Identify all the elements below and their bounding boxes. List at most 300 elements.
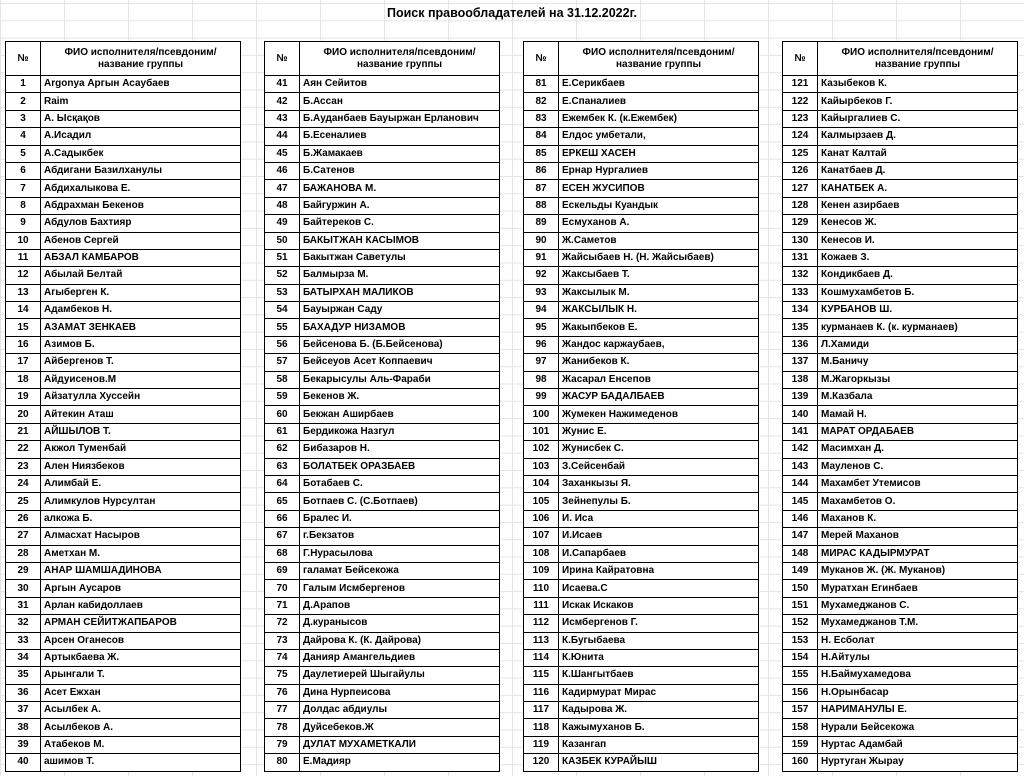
- rightholder-name: АЙШЫЛОВ Т.: [41, 423, 241, 440]
- rightholder-name: Абенов Сергей: [41, 232, 241, 249]
- row-number: 82: [524, 93, 559, 110]
- table-row: [6, 493, 241, 510]
- rightholder-name: КАНАТБЕК А.: [818, 180, 1018, 197]
- rightholder-name: Жайсыбаев Н. (Н. Жайсыбаев): [559, 249, 759, 266]
- row-number: 121: [783, 76, 818, 93]
- rightholder-name: Арлан кабидоллаев: [41, 597, 241, 614]
- row-number: 42: [265, 93, 300, 110]
- table-row: [6, 93, 241, 110]
- page-title: Поиск правообладателей на 31.12.2022г.: [386, 6, 638, 20]
- rightholder-name: Ален Ниязбеков: [41, 458, 241, 475]
- column-header-name: ФИО исполнителя/псевдоним/название группы: [818, 42, 1018, 76]
- rightholder-name: ЕРКЕШ ХАСЕН: [559, 145, 759, 162]
- table-row: [265, 110, 500, 127]
- row-number: 40: [6, 754, 41, 771]
- row-number: 31: [6, 597, 41, 614]
- row-number: 3: [6, 110, 41, 127]
- rightholder-name: Кадирмурат Мирас: [559, 684, 759, 701]
- rightholder-name: Махамбетов О.: [818, 493, 1018, 510]
- rightholder-name: Акжол Туменбай: [41, 441, 241, 458]
- row-number: 58: [265, 371, 300, 388]
- table-row: [783, 336, 1018, 353]
- rightholder-name: Айтекин Аташ: [41, 406, 241, 423]
- table-row: [524, 76, 759, 93]
- table-row: [524, 371, 759, 388]
- row-number: 87: [524, 180, 559, 197]
- table-row: [524, 336, 759, 353]
- table-row: [6, 180, 241, 197]
- table-row: [783, 319, 1018, 336]
- row-number: 134: [783, 302, 818, 319]
- table-row: [524, 684, 759, 701]
- row-number: 29: [6, 562, 41, 579]
- table-row: [783, 615, 1018, 632]
- registry-table-3: [523, 41, 759, 772]
- table-row: [265, 475, 500, 492]
- table-row: [524, 493, 759, 510]
- row-number: 53: [265, 284, 300, 301]
- row-number: 78: [265, 719, 300, 736]
- row-number: 141: [783, 423, 818, 440]
- column-header-number: №: [524, 42, 559, 76]
- table-row: [6, 649, 241, 666]
- column-header-number: №: [783, 42, 818, 76]
- rightholder-name: АБЗАЛ КАМБАРОВ: [41, 249, 241, 266]
- rightholder-name: курманаев К. (к. курманаев): [818, 319, 1018, 336]
- table-row: [265, 580, 500, 597]
- table-row: [783, 371, 1018, 388]
- table-row: [265, 128, 500, 145]
- rightholder-name: М.Баничу: [818, 354, 1018, 371]
- column-header-name: ФИО исполнителя/псевдоним/название группы: [559, 42, 759, 76]
- rightholder-name: Зейнепулы Б.: [559, 493, 759, 510]
- row-number: 30: [6, 580, 41, 597]
- table-row: [524, 528, 759, 545]
- table-row: [265, 389, 500, 406]
- column-header-number: №: [6, 42, 41, 76]
- table-row: [265, 510, 500, 527]
- registry-table-1: [5, 41, 241, 772]
- row-number: 124: [783, 128, 818, 145]
- row-number: 9: [6, 215, 41, 232]
- table-row: [524, 389, 759, 406]
- row-number: 94: [524, 302, 559, 319]
- row-number: 120: [524, 754, 559, 771]
- row-number: 112: [524, 615, 559, 632]
- row-number: 71: [265, 597, 300, 614]
- table-row: [524, 406, 759, 423]
- table-row: [6, 162, 241, 179]
- rightholder-name: Нуртуган Жырау: [818, 754, 1018, 771]
- row-number: 41: [265, 76, 300, 93]
- row-number: 146: [783, 510, 818, 527]
- row-number: 8: [6, 197, 41, 214]
- row-number: 106: [524, 510, 559, 527]
- row-number: 102: [524, 441, 559, 458]
- row-number: 48: [265, 197, 300, 214]
- column-header-name: ФИО исполнителя/псевдоним/название группы: [41, 42, 241, 76]
- row-number: 66: [265, 510, 300, 527]
- row-number: 114: [524, 649, 559, 666]
- row-number: 133: [783, 284, 818, 301]
- table-row: [6, 406, 241, 423]
- rightholder-name: Махамбет Утемисов: [818, 475, 1018, 492]
- row-number: 57: [265, 354, 300, 371]
- table-row: [524, 667, 759, 684]
- row-number: 70: [265, 580, 300, 597]
- rightholder-name: Б.Ассан: [300, 93, 500, 110]
- rightholder-name: Argonya Аргын Асаубаев: [41, 76, 241, 93]
- rightholder-name: Кенесов И.: [818, 232, 1018, 249]
- row-number: 151: [783, 597, 818, 614]
- rightholder-name: Даулетиерей Шыгайулы: [300, 667, 500, 684]
- rightholder-name: М.Казбала: [818, 389, 1018, 406]
- table-row: [265, 371, 500, 388]
- rightholder-name: АНАР ШАМШАДИНОВА: [41, 562, 241, 579]
- table-row: [265, 215, 500, 232]
- row-number: 2: [6, 93, 41, 110]
- row-number: 1: [6, 76, 41, 93]
- row-number: 69: [265, 562, 300, 579]
- table-row: [265, 649, 500, 666]
- table-row: [783, 702, 1018, 719]
- table-row: [524, 302, 759, 319]
- row-number: 148: [783, 545, 818, 562]
- table-row: [783, 145, 1018, 162]
- rightholder-name: Кажымуханов Б.: [559, 719, 759, 736]
- row-number: 93: [524, 284, 559, 301]
- table-row: [524, 267, 759, 284]
- table-row: [783, 632, 1018, 649]
- row-number: 14: [6, 302, 41, 319]
- rightholder-name: Д.куранысов: [300, 615, 500, 632]
- rightholder-name: Казыбеков К.: [818, 76, 1018, 93]
- table-row: [783, 510, 1018, 527]
- rightholder-name: Мухамеджанов С.: [818, 597, 1018, 614]
- rightholder-name: Кенесов Ж.: [818, 215, 1018, 232]
- table-row: [265, 406, 500, 423]
- rightholder-name: Бейсеуов Асет Коппаевич: [300, 354, 500, 371]
- table-row: [783, 528, 1018, 545]
- table-row: [783, 649, 1018, 666]
- row-number: 7: [6, 180, 41, 197]
- table-row: [6, 510, 241, 527]
- row-number: 44: [265, 128, 300, 145]
- table-row: [524, 110, 759, 127]
- table-row: [265, 180, 500, 197]
- table-row: [524, 615, 759, 632]
- table-row: [265, 719, 500, 736]
- rightholder-name: А. Ысқақов: [41, 110, 241, 127]
- row-number: 154: [783, 649, 818, 666]
- table-row: [783, 93, 1018, 110]
- table-row: [6, 336, 241, 353]
- table-row: [783, 423, 1018, 440]
- rightholder-name: НАРИМАНУЛЫ Е.: [818, 702, 1018, 719]
- row-number: 119: [524, 736, 559, 753]
- table-row: [6, 423, 241, 440]
- rightholder-name: Ботабаев С.: [300, 475, 500, 492]
- row-number: 101: [524, 423, 559, 440]
- row-number: 64: [265, 475, 300, 492]
- rightholder-name: г.Бекзатов: [300, 528, 500, 545]
- table-row: [524, 145, 759, 162]
- row-number: 99: [524, 389, 559, 406]
- table-row: [783, 684, 1018, 701]
- row-number: 95: [524, 319, 559, 336]
- row-number: 158: [783, 719, 818, 736]
- row-number: 26: [6, 510, 41, 527]
- row-number: 108: [524, 545, 559, 562]
- table-row: [265, 232, 500, 249]
- row-number: 11: [6, 249, 41, 266]
- table-row: [265, 597, 500, 614]
- table-row: [6, 441, 241, 458]
- row-number: 16: [6, 336, 41, 353]
- rightholder-name: Муканов Ж. (Ж. Муканов): [818, 562, 1018, 579]
- rightholder-name: Жумекен Нажимеденов: [559, 406, 759, 423]
- table-row: [524, 719, 759, 736]
- table-body: [783, 76, 1018, 772]
- row-number: 98: [524, 371, 559, 388]
- row-number: 62: [265, 441, 300, 458]
- row-number: 6: [6, 162, 41, 179]
- table-row: [783, 667, 1018, 684]
- row-number: 140: [783, 406, 818, 423]
- table-row: [265, 562, 500, 579]
- rightholder-name: Б.Жамакаев: [300, 145, 500, 162]
- row-number: 55: [265, 319, 300, 336]
- rightholder-name: Байтереков С.: [300, 215, 500, 232]
- table-row: [783, 232, 1018, 249]
- table-row: [6, 667, 241, 684]
- row-number: 130: [783, 232, 818, 249]
- rightholder-name: Есмуханов А.: [559, 215, 759, 232]
- row-number: 107: [524, 528, 559, 545]
- table-row: [524, 423, 759, 440]
- row-number: 136: [783, 336, 818, 353]
- rightholder-name: Л.Хамиди: [818, 336, 1018, 353]
- row-number: 80: [265, 754, 300, 771]
- rightholder-name: Б.Сатенов: [300, 162, 500, 179]
- rightholder-name: Аргын Аусаров: [41, 580, 241, 597]
- table-row: [6, 128, 241, 145]
- rightholder-name: К.Бугыбаева: [559, 632, 759, 649]
- rightholder-name: Калмырзаев Д.: [818, 128, 1018, 145]
- rightholder-name: Кондикбаев Д.: [818, 267, 1018, 284]
- rightholder-name: Жасарал Енсепов: [559, 371, 759, 388]
- row-number: 139: [783, 389, 818, 406]
- table-row: [783, 284, 1018, 301]
- table-row: [524, 232, 759, 249]
- table-row: [524, 93, 759, 110]
- table-row: [6, 719, 241, 736]
- table-row: [265, 93, 500, 110]
- row-number: 23: [6, 458, 41, 475]
- row-number: 126: [783, 162, 818, 179]
- rightholder-name: Искак Искаков: [559, 597, 759, 614]
- table-row: [524, 458, 759, 475]
- rightholder-name: Мерей Маханов: [818, 528, 1018, 545]
- table-row: [265, 76, 500, 93]
- table-row: [783, 354, 1018, 371]
- row-number: 73: [265, 632, 300, 649]
- table-row: [6, 215, 241, 232]
- rightholder-name: Абдихалыкова Е.: [41, 180, 241, 197]
- table-row: [265, 145, 500, 162]
- table-row: [6, 284, 241, 301]
- rightholder-name: Бралес И.: [300, 510, 500, 527]
- rightholder-name: БОЛАТБЕК ОРАЗБАЕВ: [300, 458, 500, 475]
- rightholder-name: А.Исадил: [41, 128, 241, 145]
- row-number: 21: [6, 423, 41, 440]
- row-number: 118: [524, 719, 559, 736]
- rightholder-name: Бекжан Аширбаев: [300, 406, 500, 423]
- rightholder-name: Долдас абдиулы: [300, 702, 500, 719]
- rightholder-name: З.Сейсенбай: [559, 458, 759, 475]
- rightholder-name: Айзатулла Хуссейн: [41, 389, 241, 406]
- row-number: 122: [783, 93, 818, 110]
- rightholder-name: ДУЛАТ МУХАМЕТКАЛИ: [300, 736, 500, 753]
- rightholder-name: Raim: [41, 93, 241, 110]
- rightholder-name: И.Сапарбаев: [559, 545, 759, 562]
- rightholder-name: Айбергенов Т.: [41, 354, 241, 371]
- rightholder-name: Азимов Б.: [41, 336, 241, 353]
- row-number: 15: [6, 319, 41, 336]
- rightholder-name: Кожаев З.: [818, 249, 1018, 266]
- row-number: 45: [265, 145, 300, 162]
- table-row: [265, 493, 500, 510]
- rightholder-name: Муратхан Егинбаев: [818, 580, 1018, 597]
- table-row: [783, 493, 1018, 510]
- table-row: [6, 197, 241, 214]
- row-number: 60: [265, 406, 300, 423]
- rightholder-name: КУРБАНОВ Ш.: [818, 302, 1018, 319]
- rightholder-name: Бакытжан Саветулы: [300, 249, 500, 266]
- table-row: [524, 128, 759, 145]
- rightholder-name: БАКЫТЖАН КАСЫМОВ: [300, 232, 500, 249]
- rightholder-name: КАЗБЕК КУРАЙЫШ: [559, 754, 759, 771]
- table-row: [6, 597, 241, 614]
- row-number: 145: [783, 493, 818, 510]
- rightholder-name: Н.Орынбасар: [818, 684, 1018, 701]
- table-row: [524, 562, 759, 579]
- rightholder-name: АЗАМАТ ЗЕНКАЕВ: [41, 319, 241, 336]
- table-row: [524, 649, 759, 666]
- rightholder-name: Е.Спаналиев: [559, 93, 759, 110]
- row-number: 38: [6, 719, 41, 736]
- rightholder-name: Нуртас Адамбай: [818, 736, 1018, 753]
- table-row: [783, 267, 1018, 284]
- table-row: [6, 684, 241, 701]
- row-number: 19: [6, 389, 41, 406]
- row-number: 79: [265, 736, 300, 753]
- rightholder-name: Масимхан Д.: [818, 441, 1018, 458]
- rightholder-name: И. Иса: [559, 510, 759, 527]
- rightholder-name: Жандос каржаубаев,: [559, 336, 759, 353]
- row-number: 81: [524, 76, 559, 93]
- table-row: [524, 702, 759, 719]
- row-number: 159: [783, 736, 818, 753]
- rightholder-name: Аян Сейитов: [300, 76, 500, 93]
- rightholder-name: Жанибеков К.: [559, 354, 759, 371]
- row-number: 105: [524, 493, 559, 510]
- row-number: 129: [783, 215, 818, 232]
- rightholder-name: Ботпаев С. (С.Ботпаев): [300, 493, 500, 510]
- rightholder-name: Абдигани Базилханулы: [41, 162, 241, 179]
- registry-table-4: [782, 41, 1018, 772]
- rightholder-name: Заханкызы Я.: [559, 475, 759, 492]
- row-number: 144: [783, 475, 818, 492]
- rightholder-name: Дайрова К. (К. Дайрова): [300, 632, 500, 649]
- rightholder-name: Исмбергенов Г.: [559, 615, 759, 632]
- rightholder-name: Исаева.С: [559, 580, 759, 597]
- row-number: 90: [524, 232, 559, 249]
- table-row: [524, 354, 759, 371]
- rightholder-name: К.Юнита: [559, 649, 759, 666]
- row-number: 13: [6, 284, 41, 301]
- rightholder-name: Мухамеджанов Т.М.: [818, 615, 1018, 632]
- table-row: [265, 684, 500, 701]
- row-number: 113: [524, 632, 559, 649]
- row-number: 77: [265, 702, 300, 719]
- table-row: [783, 162, 1018, 179]
- table-row: [524, 597, 759, 614]
- table-row: [265, 162, 500, 179]
- table-row: [783, 406, 1018, 423]
- table-row: [265, 302, 500, 319]
- rightholder-name: Айдуисенов.М: [41, 371, 241, 388]
- row-number: 143: [783, 458, 818, 475]
- row-number: 128: [783, 197, 818, 214]
- row-number: 97: [524, 354, 559, 371]
- rightholder-name: Адамбеков Н.: [41, 302, 241, 319]
- table-row: [265, 632, 500, 649]
- table-row: [524, 249, 759, 266]
- table-row: [524, 632, 759, 649]
- column-header-number: №: [265, 42, 300, 76]
- row-number: 59: [265, 389, 300, 406]
- table-row: [524, 754, 759, 771]
- table-row: [265, 249, 500, 266]
- row-number: 33: [6, 632, 41, 649]
- rightholder-name: Атабеков М.: [41, 736, 241, 753]
- rightholder-name: Канат Калтай: [818, 145, 1018, 162]
- rightholder-name: Кадырова Ж.: [559, 702, 759, 719]
- table-row: [783, 754, 1018, 771]
- rightholder-name: Алимкулов Нурсултан: [41, 493, 241, 510]
- row-number: 132: [783, 267, 818, 284]
- table-row: [6, 110, 241, 127]
- rightholder-name: Кошмухамбетов Б.: [818, 284, 1018, 301]
- rightholder-name: А.Садыкбек: [41, 145, 241, 162]
- rightholder-name: Аметхан М.: [41, 545, 241, 562]
- row-number: 46: [265, 162, 300, 179]
- rightholder-name: М.Жагоркызы: [818, 371, 1018, 388]
- rightholder-name: Мауленов С.: [818, 458, 1018, 475]
- rightholder-name: галамат Бейсекожа: [300, 562, 500, 579]
- table-row: [783, 128, 1018, 145]
- table-row: [524, 510, 759, 527]
- row-number: 138: [783, 371, 818, 388]
- rightholder-name: Жакыпбеков Е.: [559, 319, 759, 336]
- rightholder-name: Н.Айтулы: [818, 649, 1018, 666]
- registry-table-2: [264, 41, 500, 772]
- table-row: [6, 632, 241, 649]
- table-row: [265, 423, 500, 440]
- table-row: [783, 458, 1018, 475]
- row-number: 35: [6, 667, 41, 684]
